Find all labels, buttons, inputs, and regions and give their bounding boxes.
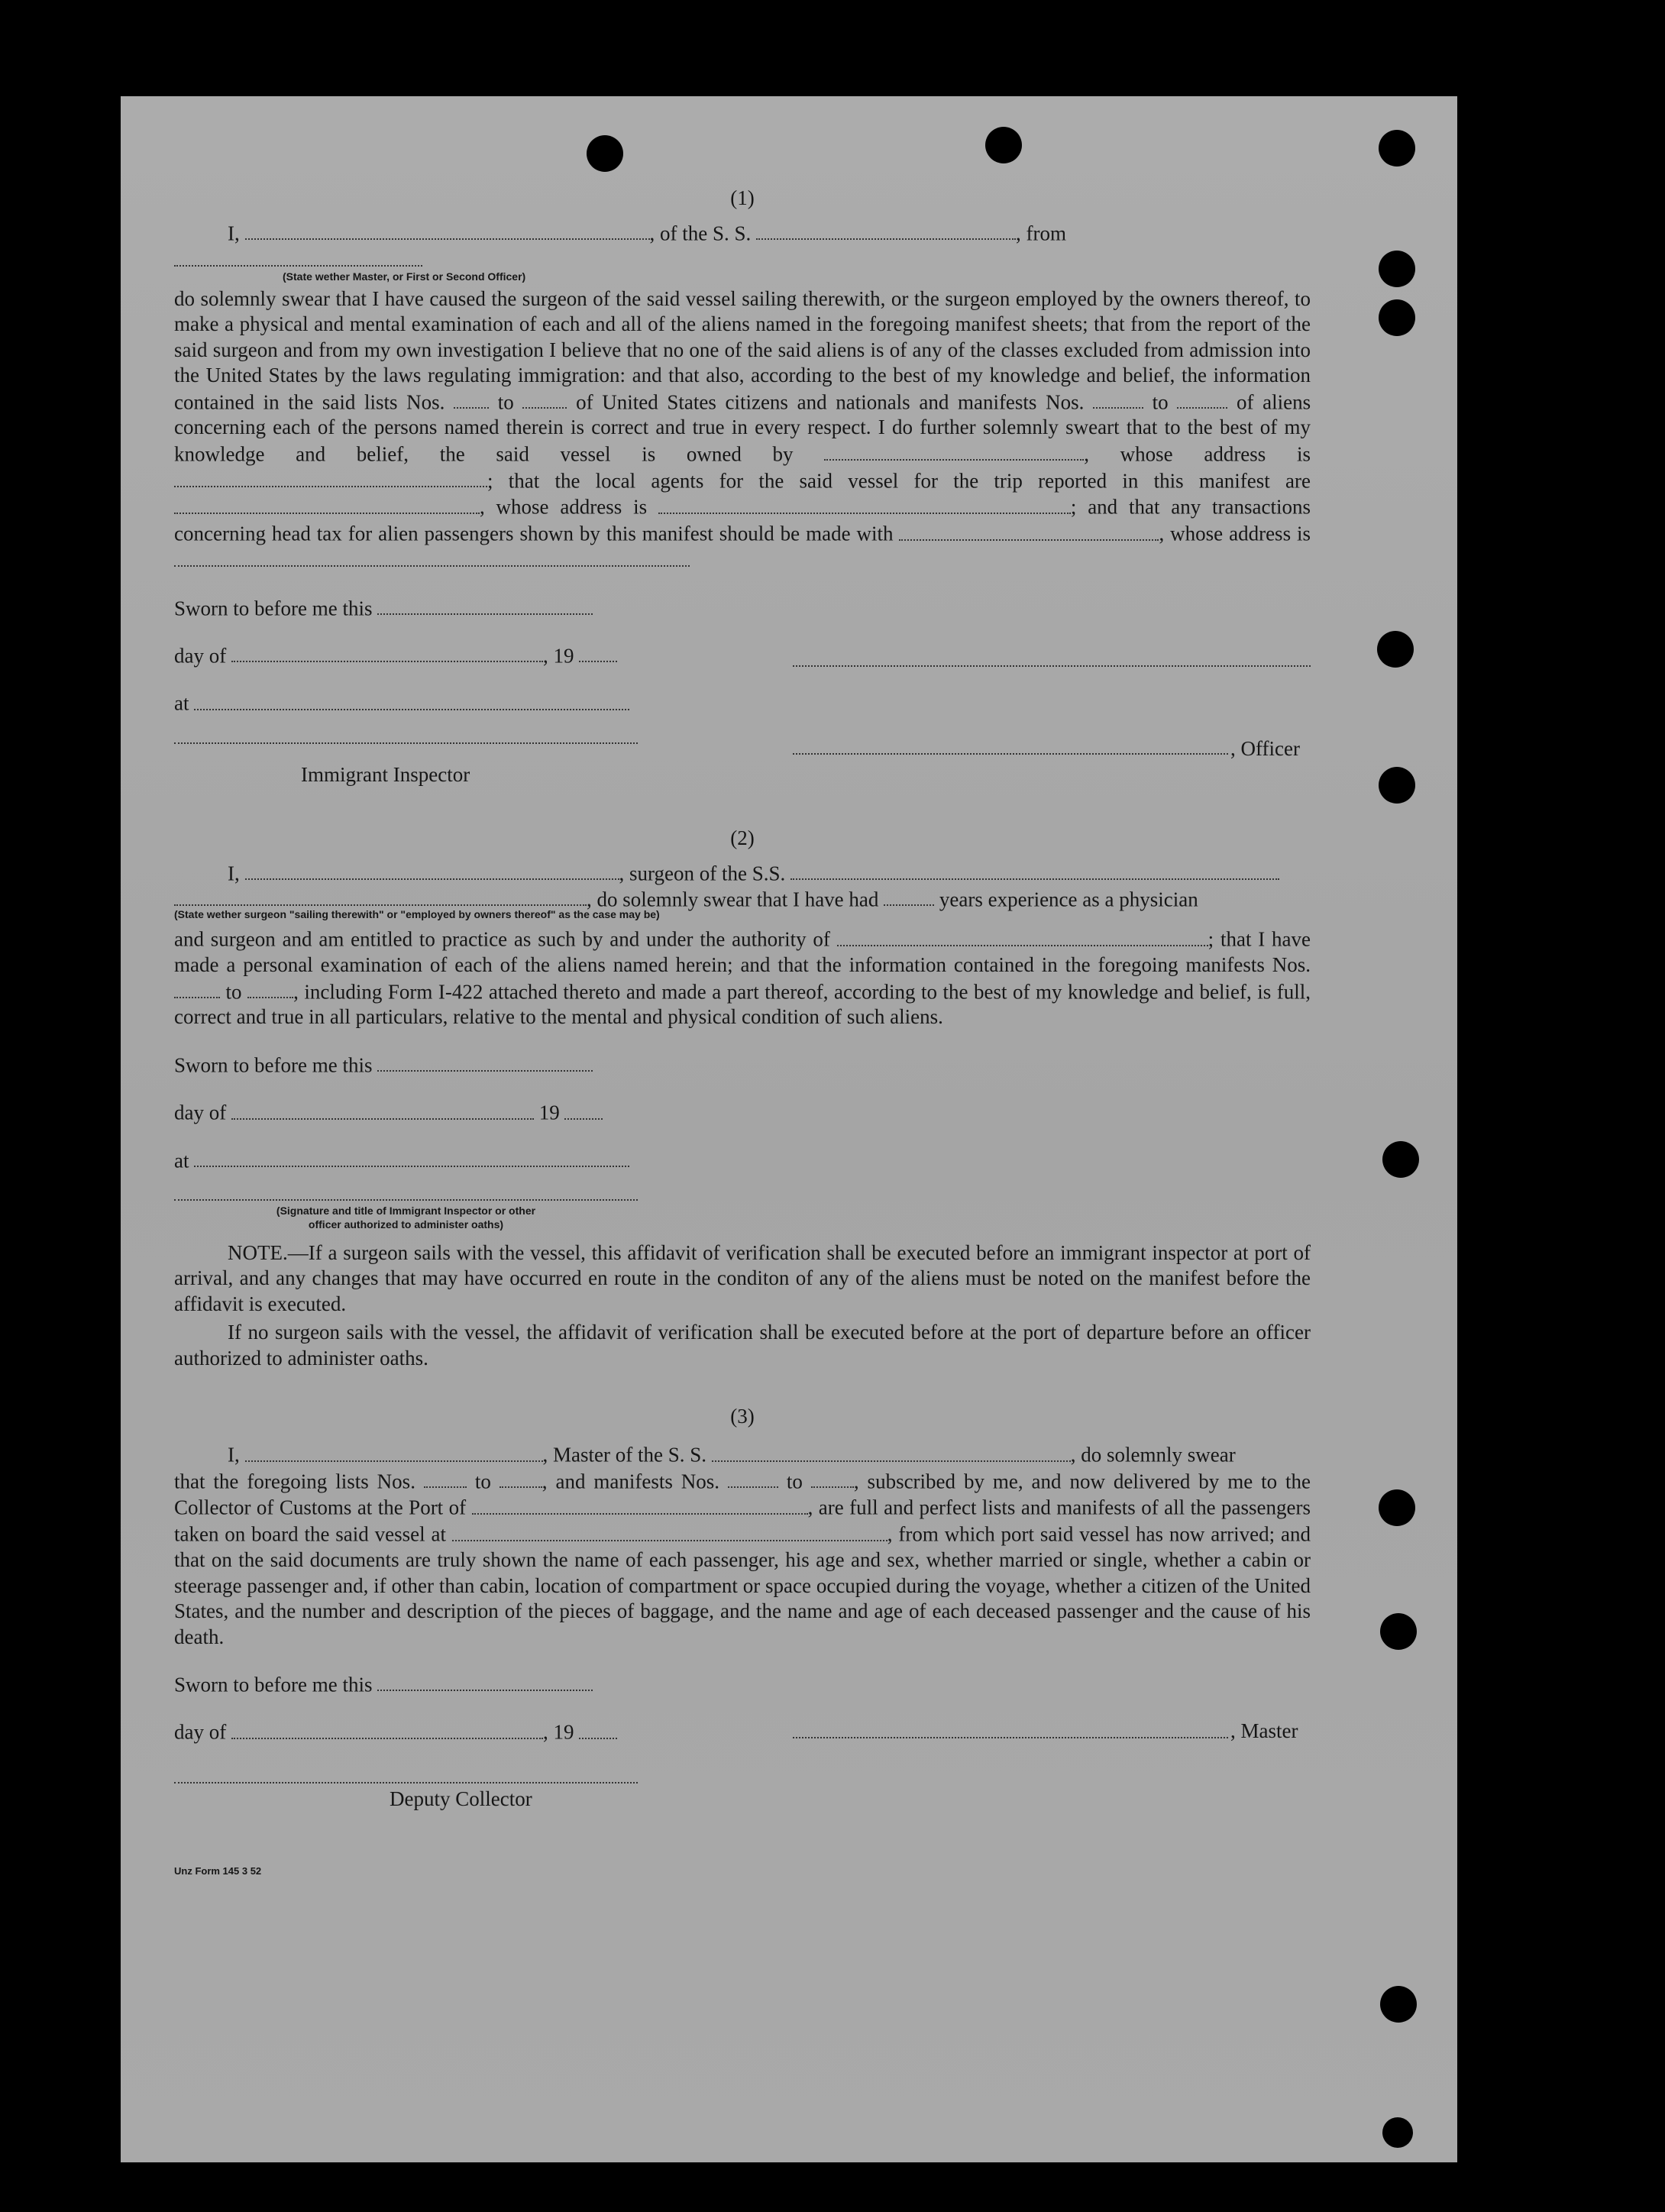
section-3-number: (3) bbox=[730, 1405, 755, 1428]
port-of-departure-field[interactable] bbox=[452, 1521, 887, 1541]
inspector-label: Immigrant Inspector bbox=[301, 762, 470, 786]
section-2-sworn-row: Sworn to before me this bbox=[174, 1052, 1311, 1078]
master-lists-from-field[interactable] bbox=[424, 1468, 467, 1488]
at-field-2[interactable] bbox=[194, 1147, 629, 1167]
day-of-field-2[interactable] bbox=[231, 1099, 534, 1119]
master-signature-line[interactable] bbox=[793, 1737, 1228, 1738]
punch-hole bbox=[1380, 1986, 1417, 2023]
vessel-name-field[interactable] bbox=[756, 220, 1016, 240]
year-field-3[interactable] bbox=[579, 1719, 617, 1738]
punch-hole bbox=[1377, 631, 1414, 668]
section-1-sworn-row: Sworn to before me this bbox=[174, 595, 1311, 621]
section-2-signature-line[interactable] bbox=[174, 1199, 638, 1201]
section-1-at-row: at bbox=[174, 690, 1311, 716]
form-content bbox=[174, 179, 1311, 1877]
manifests-from-field[interactable] bbox=[1093, 389, 1143, 409]
collector-label: Deputy Collector bbox=[390, 1787, 532, 1810]
of-the-ss-label: , of the S. S. bbox=[649, 222, 752, 245]
surgeon-vessel-field[interactable] bbox=[790, 860, 1279, 880]
from-port-field[interactable] bbox=[174, 246, 422, 266]
punch-hole bbox=[1380, 1613, 1417, 1650]
year-field-2[interactable] bbox=[564, 1099, 603, 1119]
master-manifests-to-field[interactable] bbox=[811, 1468, 854, 1488]
section-2-header-line: I, , surgeon of the S.S. bbox=[174, 860, 1311, 886]
practice-authority-field[interactable] bbox=[837, 926, 1208, 946]
officer-signature-line-top[interactable] bbox=[793, 665, 1311, 667]
note-paragraph-2: If no surgeon sails with the vessel, the affidavit of verification shall be executed before at the port of departure before an officer authorized to administer oaths. bbox=[174, 1321, 1311, 1370]
sworn-date-field-2[interactable] bbox=[377, 1052, 593, 1072]
section-2-body: and surgeon and am entitled to practice as such by and under the authority of ; that I have made a personal examination of each of the aliens named herein; and that the information contained in the foregoing manifests Nos. to , including Form I-422 attached thereto and made a part thereof, according to the best of my knowledge and belief, is full, correct and true in all particulars, relative to the mental and physical condition of such aliens. bbox=[174, 926, 1311, 1030]
punch-hole bbox=[1382, 2117, 1413, 2148]
section-2-number: (2) bbox=[730, 826, 755, 849]
officer-rank-field[interactable] bbox=[245, 220, 650, 240]
section-3-body: that the foregoing lists Nos. to , and manifests Nos. to , subscribed by me, and now delivered by me to the Collector of Customs at the Port of , are full and perfect lists and manifests of all the passengers taken on board the said vessel at , from which port said vessel has now arrived; and that on the said documents are truly shown the name of each passenger, his age and sex, whether married or single, whether a cabin or steerage passenger and, if other than cabin, location of compartment or space occupied during the voyage, whether a citizen of the United States, and the number and description of the pieces of baggage, and the name and age of each deceased passenger and the cause of his death. bbox=[174, 1468, 1311, 1650]
section-2-at-row: at bbox=[174, 1147, 1311, 1173]
day-of-field-1[interactable] bbox=[231, 642, 543, 662]
section-1-number: (1) bbox=[730, 186, 755, 209]
section-1-body: do solemnly swear that I have caused the surgeon of the said vessel sailing therewith, or the surgeon employed by the owners thereof, to make a physical and mental examination of each and all of the aliens named in the foregoing manifest sheets; that from the report of the said surgeon and from my own investigation I believe that no one of the said aliens is of any of the classes excluded from admission into the United States by the laws regulating immigration: and that also, according to the best of my knowledge and belief, the information contained in the said lists Nos. to of United States citizens and nationals and manifests Nos. to of aliens concerning each of the persons named therein is correct and true in every respect. I do further solemnly sweart that to the best of my knowledge and belief, the said vessel is owned by , whose address is ; that the local agents for the said vessel for the trip reported in this manifest are , whose address is ; and that any transactions concerning head tax for alien passengers shown by this manifest should be made with , whose address is bbox=[174, 286, 1311, 574]
signature-note: (Signature and title of Immigrant Inspector or other officer authorized to administer oaths) bbox=[276, 1204, 536, 1231]
manifests-to-field[interactable] bbox=[1177, 389, 1227, 409]
head-tax-address-field[interactable] bbox=[174, 547, 690, 567]
surgeon-status-note: (State wether surgeon "sailing therewith" or "employed by owners thereof" as the case may be) bbox=[174, 908, 660, 921]
punch-hole bbox=[1379, 130, 1415, 167]
punch-hole bbox=[1379, 251, 1415, 287]
section-1-i: I, bbox=[228, 222, 240, 245]
surgeon-status-field[interactable] bbox=[174, 886, 587, 906]
section-1-inspector-row bbox=[174, 736, 1311, 790]
surgeon-manifests-to-field[interactable] bbox=[247, 978, 293, 998]
at-field-1[interactable] bbox=[194, 690, 629, 710]
day-of-field-3[interactable] bbox=[231, 1719, 543, 1738]
year-field-1[interactable] bbox=[579, 642, 617, 662]
port-of-collector-field[interactable] bbox=[472, 1494, 808, 1514]
section-3-day-row: day of , 19 , Master bbox=[174, 1719, 1298, 1744]
citizen-lists-from-field[interactable] bbox=[454, 389, 489, 409]
note-paragraph-1: NOTE.—If a surgeon sails with the vessel, this affidavit of verification shall be executed before an immigrant inspector at port of arrival, and any changes that may have occurred en route in the conditon of any of the aliens must be noted on the manifest before the affidavit is executed. bbox=[174, 1240, 1311, 1315]
surgeon-manifests-from-field[interactable] bbox=[174, 978, 220, 998]
officer-signature-line[interactable] bbox=[793, 753, 1228, 755]
inspector-signature-line[interactable] bbox=[174, 742, 638, 744]
master-lists-to-field[interactable] bbox=[500, 1468, 542, 1488]
punch-hole bbox=[1379, 767, 1415, 804]
citizen-lists-to-field[interactable] bbox=[522, 389, 567, 409]
master-name-field[interactable] bbox=[245, 1441, 543, 1461]
form-identifier: Unz Form 145 3 52 bbox=[174, 1864, 262, 1877]
punch-hole bbox=[1379, 299, 1415, 336]
sworn-date-field-1[interactable] bbox=[377, 595, 593, 615]
punch-hole bbox=[1382, 1141, 1419, 1178]
section-3-header-line: I, , Master of the S. S. , do solemnly swear bbox=[174, 1441, 1311, 1467]
officer-rank-note: (State wether Master, or First or Second Officer) bbox=[283, 270, 526, 283]
section-3-sworn-row: Sworn to before me this bbox=[174, 1671, 1311, 1697]
agents-address-field[interactable] bbox=[658, 493, 1071, 513]
master-vessel-field[interactable] bbox=[712, 1441, 1071, 1461]
head-tax-contact-field[interactable] bbox=[899, 520, 1159, 540]
section-1-day-row: day of , 19 bbox=[174, 642, 1311, 668]
master-manifests-from-field[interactable] bbox=[728, 1468, 778, 1488]
years-experience-field[interactable] bbox=[884, 886, 934, 906]
section-2-day-row: day of 19 bbox=[174, 1099, 1311, 1125]
surgeon-name-field[interactable] bbox=[245, 860, 619, 880]
punch-hole bbox=[1379, 1489, 1415, 1526]
collector-signature-line[interactable] bbox=[174, 1782, 638, 1784]
local-agents-field[interactable] bbox=[174, 493, 480, 513]
from-label: , from bbox=[1016, 222, 1066, 245]
officer-label: , Officer bbox=[1230, 736, 1300, 760]
section-1-header-line bbox=[174, 220, 1311, 273]
owner-field[interactable] bbox=[824, 441, 1084, 461]
sworn-date-field-3[interactable] bbox=[377, 1671, 593, 1691]
punch-hole bbox=[587, 135, 623, 172]
punch-hole bbox=[985, 127, 1022, 163]
owner-address-field[interactable] bbox=[174, 467, 487, 487]
master-label: , Master bbox=[1230, 1719, 1298, 1743]
section-2-line-2: , do solemnly swear that I have had years experience as a physician bbox=[174, 886, 1311, 912]
